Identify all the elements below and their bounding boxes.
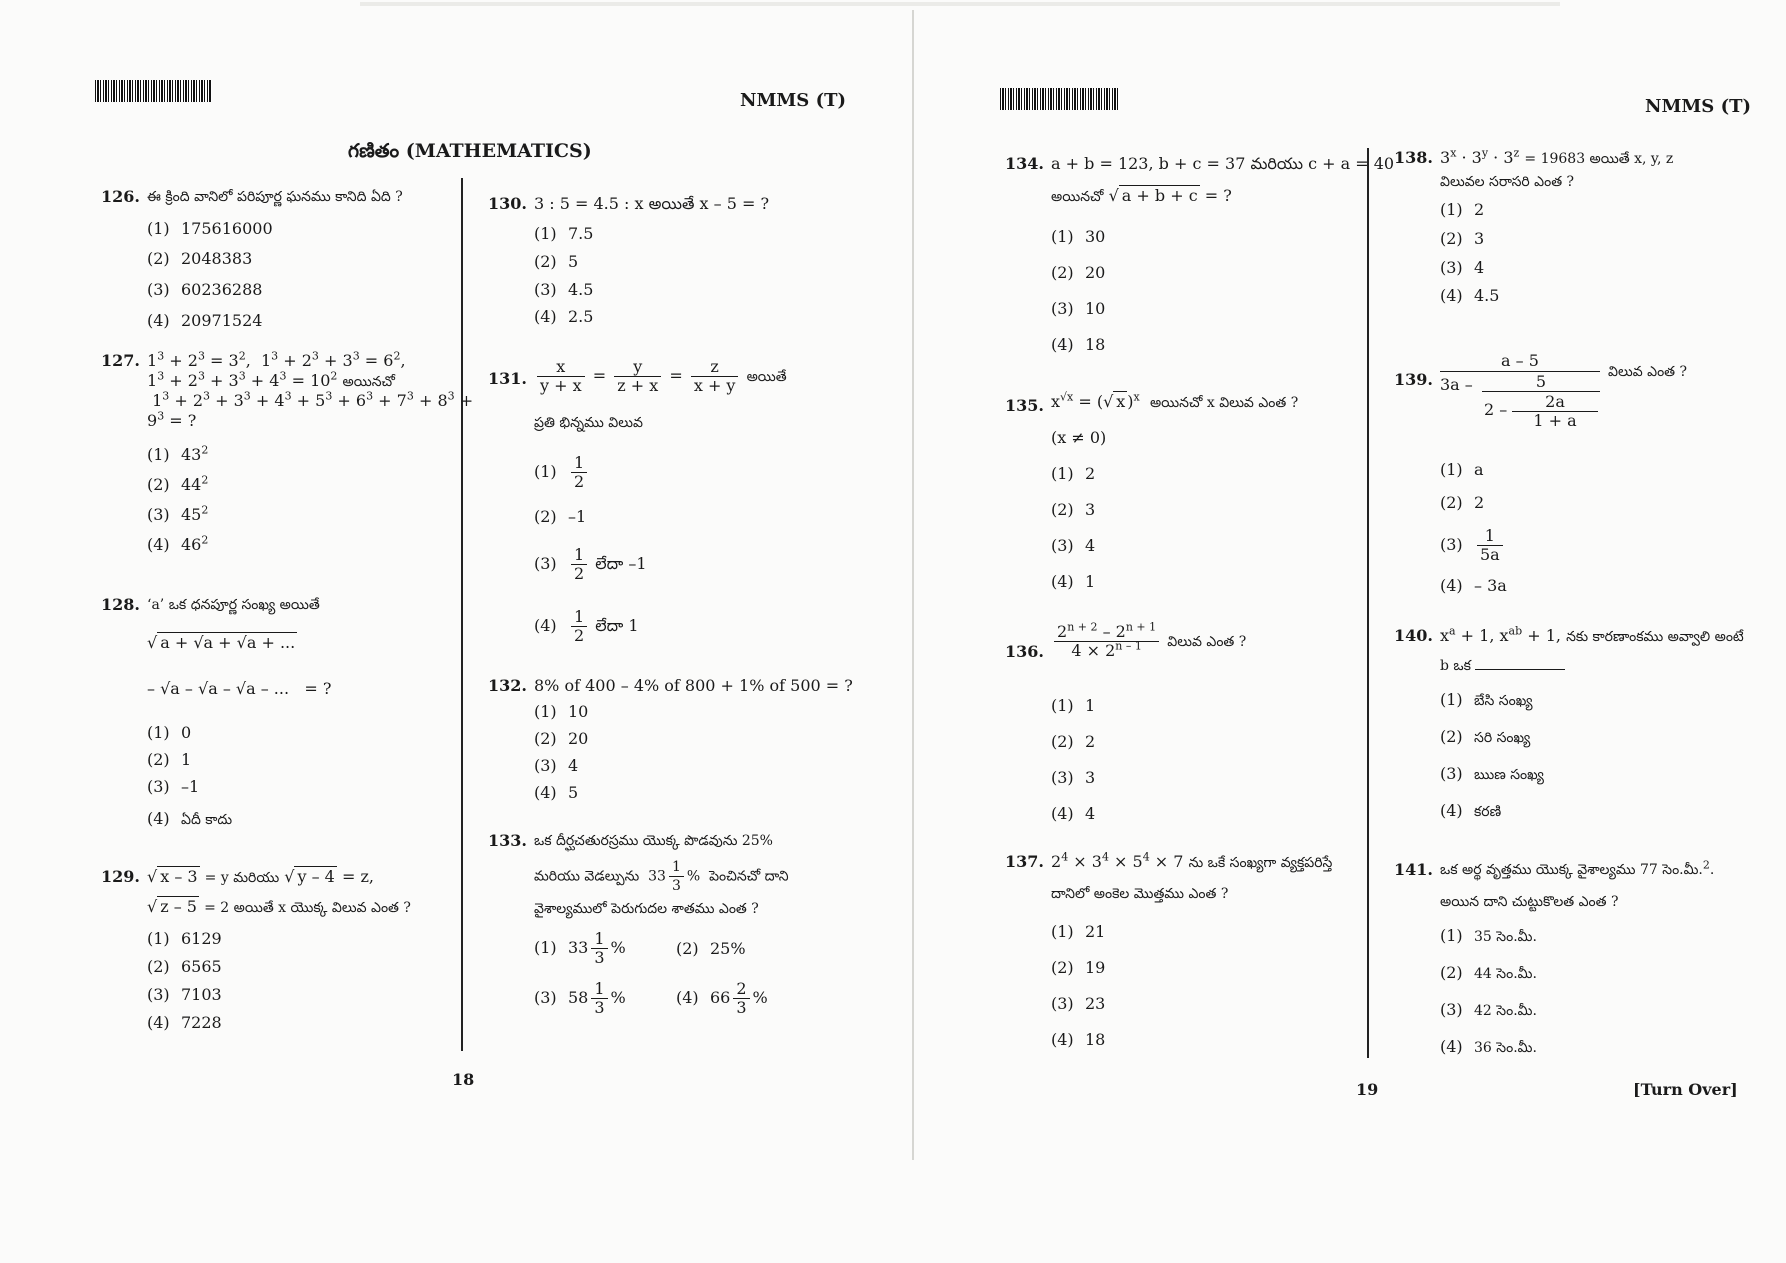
option-2: (2) 2048383 [147, 249, 253, 268]
option-3: (3) 4 [534, 756, 579, 775]
option-2: (2) 1 [147, 750, 192, 769]
option-3: (3) 4 [1051, 536, 1096, 555]
question-number: 129. [101, 867, 140, 886]
question-condition: (x ≠ 0) [1051, 428, 1107, 447]
option-3: (3) ఋణ సంఖ్య [1440, 764, 1544, 783]
option-3: (3) $\frac{1}{2}$ లేదా –1 [534, 545, 647, 583]
option-1: (1) 1 [1051, 696, 1096, 715]
question-number: 127. [101, 351, 140, 370]
option-3: (3) 3 [1051, 768, 1096, 787]
option-3: (3) 10 [1051, 299, 1106, 318]
question-text: దానిలో అంకెల మొత్తము ఎంత ? [1051, 886, 1229, 902]
question-text-3: వైశాల్యములో పెరుగుదల శాతము ఎంత ? [534, 901, 759, 917]
option-3: (3) 60236288 [147, 280, 263, 299]
question-number: 131. [488, 369, 527, 388]
question-text: ఈ క్రింది వానిలో పరిపూర్ణ ఘనము కానిది ఏది ? [147, 189, 403, 205]
radical-expression-1: √ a + √a + √a + ... [147, 633, 296, 652]
option-1: (1) 175616000 [147, 219, 273, 238]
question-number: 130. [488, 194, 527, 213]
option-3: (3) 4.5 [534, 280, 594, 299]
question-expression: $\frac{x}{y + x}$ = $\frac{y}{z + x}$ = $\frac{z}{x + y}$ అయితే [534, 358, 787, 395]
question-number: 132. [488, 676, 527, 695]
question-text: ‘a’ ఒక ధనపూర్ణ సంఖ్య అయితే [147, 597, 320, 613]
question-number: 138. [1394, 148, 1433, 167]
option-1: (1) 10 [534, 702, 589, 721]
question-number: 126. [101, 187, 140, 206]
question-expression-2: √ z – 5 = 2 అయితే x యొక్క విలువ ఎంత ? [147, 897, 411, 916]
option-2: (2) 2 [1440, 493, 1485, 512]
option-1: (1) 2 [1051, 464, 1096, 483]
option-4: (4) ఏదీ కాదు [147, 809, 233, 828]
option-2: (2) 3 [1440, 229, 1485, 248]
option-1: (1) 6129 [147, 929, 222, 948]
question-text: విలువల సరాసరి ఎంత ? [1440, 174, 1575, 190]
option-4: (4) – 3a [1440, 576, 1507, 595]
question-expression: $x^a + 1$, $x^{ab} + 1$, నకు కారణాంకము అవ్వాలి అంటే [1440, 624, 1744, 645]
question-number: 141. [1394, 860, 1433, 879]
option-4: (4) $46^2$ [147, 533, 209, 554]
question-text: ప్రతి భిన్నము విలువ [534, 415, 643, 431]
option-4: (4) 18 [1051, 335, 1106, 354]
option-1: (1) 21 [1051, 922, 1106, 941]
column-divider-right [1367, 148, 1369, 1058]
option-3: (3) –1 [147, 777, 200, 796]
question-expression-1: √ x – 3 = y మరియు √ y – 4 = z, [147, 867, 374, 886]
option-4: (4) 1 [1051, 572, 1096, 591]
question-text-2: అయినచో √ a + b + c = ? [1051, 186, 1232, 205]
option-2: (2) –1 [534, 507, 587, 526]
option-2: (2) $44^2$ [147, 473, 209, 494]
option-2: (2) 25% [676, 939, 746, 958]
question-expression: $x^{√x}$ = (√ x )$^x$ అయినచో x విలువ ఎంత ? [1051, 390, 1299, 411]
option-4: (4) $\frac{1}{2}$ లేదా 1 [534, 607, 639, 645]
option-4: (4) 18 [1051, 1030, 1106, 1049]
option-2: (2) 3 [1051, 500, 1096, 519]
right-column-1 [1005, 153, 1395, 1053]
right-column-2: 138. $3^x \cdot 3^y \cdot 3^z = 19683$ అయితే x, y, z విలువల సరాసరి ఎంత ? (1) 2 (2) 3 (3) 4 (4) 4.5 139. a – 5 3a – 5 2 – 2a 1 + a విలువ ఎంత ? (1) a (2) 2 (3) $\frac{1}{5a}$ (4) – 3a 140. $x^a + 1$, $x^{ab} + 1$, నకు కారణాంకము అవ్వాలి అంటే b ఒక (1) బేసి సంఖ్య (2) సరి సంఖ్య (3) ఋణ సంఖ్య (4) కరణి 141. ఒక అర్థ వృత్తము యొక్క వైశాల్యము 77 సెం.మీ.$^2$. అయిన దాని చుట్టుకొలత ఎంత ? (1) 35 సెం.మీ. (2) 44 సెం.మీ. (3) 42 సెం.మీ. (4) 36 సెం.మీ. [1394, 147, 1764, 1057]
option-3: (3) 4 [1440, 258, 1485, 277]
option-4: (4) 20971524 [147, 311, 263, 330]
question-expression: $\frac{2^{n + 2} - 2^{n + 1}}{4 \times 2^{n - 1}}$ విలువ ఎంత ? [1051, 623, 1246, 660]
option-1: (1) 7.5 [534, 224, 594, 243]
left-column-1: 126. ఈ క్రింది వానిలో పరిపూర్ణ ఘనము కానిది ఏది ? (1) 175616000 (2) 2048383 (3) 60236288 (4) 20971524 127. $1^3 + 2^3 = 3^2$, $1^3 + 2^3 + 3^3 = 6^2$, $1^3 + 2^3 + 3^3 + 4^3 = 10^2$ అయినచో $1^3 + 2^3 + 3^3 + 4^3 + 5^3 + 6^3 + 7^3 + 8^3$ + $9^3$ = ? (1) $43^2$ (2) $44^2$ (3) $45^2$ (4) $46^2$ 128. ‘a’ ఒక ధనపూర్ణ సంఖ్య అయితే √ a + √a + √a + ... – √a – √a – √a – ... = ? (1) 0 (2) 1 (3) –1 (4) ఏదీ కాదు 129. √ x – 3 = y మరియు √ y – 4 = z, √ z – 5 = 2 అయితే x యొక్క విలువ ఎంత ? (1) 6129 (2) 6565 (3) 7103 (4) 7228 [101, 187, 474, 1032]
right-page [915, 0, 1786, 1263]
question-expression: $3^x \cdot 3^y \cdot 3^z = 19683$ అయితే x, y, z [1440, 146, 1674, 167]
question-text: 3 : 5 = 4.5 : x అయితే x – 5 = ? [534, 194, 770, 213]
option-2: (2) 6565 [147, 957, 222, 976]
option-1: (1) $\frac{1}{2}$ [534, 454, 590, 491]
option-4: (4) 36 సెం.మీ. [1440, 1037, 1537, 1056]
page-number-right: 19 [1356, 1080, 1379, 1099]
question-text-2: అయిన దాని చుట్టుకొలత ఎంత ? [1440, 894, 1619, 910]
question-text-2: మరియు వెడల్పును 33 $\frac{1}{3}$ % పెంచినచో దాని [534, 859, 789, 894]
question-text-1: ఒక అర్థ వృత్తము యొక్క వైశాల్యము 77 సెం.మీ.$^2$. [1440, 858, 1715, 878]
barcode-left [95, 80, 212, 102]
option-2: (2) 2 [1051, 732, 1096, 751]
option-1: (1) $43^2$ [147, 443, 209, 464]
option-4: (4) 4.5 [1440, 286, 1500, 305]
option-3: (3) 7103 [147, 985, 222, 1004]
question-text: b ఒక [1440, 655, 1565, 677]
question-number: 137. [1005, 852, 1044, 871]
option-3: (3) 23 [1051, 994, 1106, 1013]
option-4: (4) 2.5 [534, 307, 594, 326]
option-4: (4) 7228 [147, 1013, 222, 1032]
question-number: 135. [1005, 396, 1044, 415]
option-3: (3) $\frac{1}{5a}$ [1440, 527, 1506, 564]
question-number: 128. [101, 595, 140, 614]
option-1: (1) 0 [147, 723, 192, 742]
page-number-left: 18 [452, 1070, 475, 1089]
radical-expression-2: – √a – √a – √a – ... = ? [147, 679, 332, 698]
option-1: (1) 30 [1051, 227, 1106, 246]
section-title: గణితం (MATHEMATICS) [348, 140, 592, 162]
question-expression: $2^4 \times 3^4 \times 5^4 \times 7$ ను ఒకే సంఖ్యగా వ్యక్తపరిస్తే [1051, 850, 1333, 871]
question-number: 139. [1394, 370, 1433, 389]
page-header-left: NMMS (T) [740, 90, 846, 111]
option-4: (4) 4 [1051, 804, 1096, 823]
option-3: (3) 58 $\frac{1}{3}$ % [534, 979, 626, 1017]
option-2: (2) 20 [1051, 263, 1106, 282]
column-divider-left [461, 178, 463, 1051]
left-column-2 [488, 193, 853, 1053]
question-number: 133. [488, 831, 527, 850]
option-1: (1) 33 $\frac{1}{3}$ % [534, 929, 626, 967]
question-text: 8% of 400 – 4% of 800 + 1% of 500 = ? [534, 676, 853, 695]
option-3: (3) 42 సెం.మీ. [1440, 1000, 1537, 1019]
option-4: (4) 5 [534, 783, 579, 802]
option-4: (4) 66 $\frac{2}{3}$ % [676, 979, 768, 1017]
option-4: (4) కరణి [1440, 801, 1502, 820]
turn-over-note: [Turn Over] [1633, 1080, 1738, 1099]
option-2: (2) సరి సంఖ్య [1440, 727, 1531, 746]
option-1: (1) 2 [1440, 200, 1485, 219]
barcode-right [1000, 88, 1120, 110]
question-text-1: ఒక దీర్ఘచతురస్రము యొక్క పొడవును 25% [534, 833, 773, 849]
option-2: (2) 19 [1051, 958, 1106, 977]
option-2: (2) 20 [534, 729, 589, 748]
option-2: (2) 44 సెం.మీ. [1440, 963, 1537, 982]
option-3: (3) $45^2$ [147, 503, 209, 524]
question-number: 134. [1005, 154, 1044, 173]
question-text-1: a + b = 123, b + c = 37 మరియు c + a = 40 [1051, 154, 1395, 173]
page-header-right: NMMS (T) [1645, 96, 1751, 117]
question-number: 136. [1005, 642, 1044, 661]
question-number: 140. [1394, 626, 1433, 645]
option-1: (1) a [1440, 460, 1484, 479]
option-1: (1) 35 సెం.మీ. [1440, 926, 1537, 945]
option-1: (1) బేసి సంఖ్య [1440, 690, 1533, 709]
option-2: (2) 5 [534, 252, 579, 271]
